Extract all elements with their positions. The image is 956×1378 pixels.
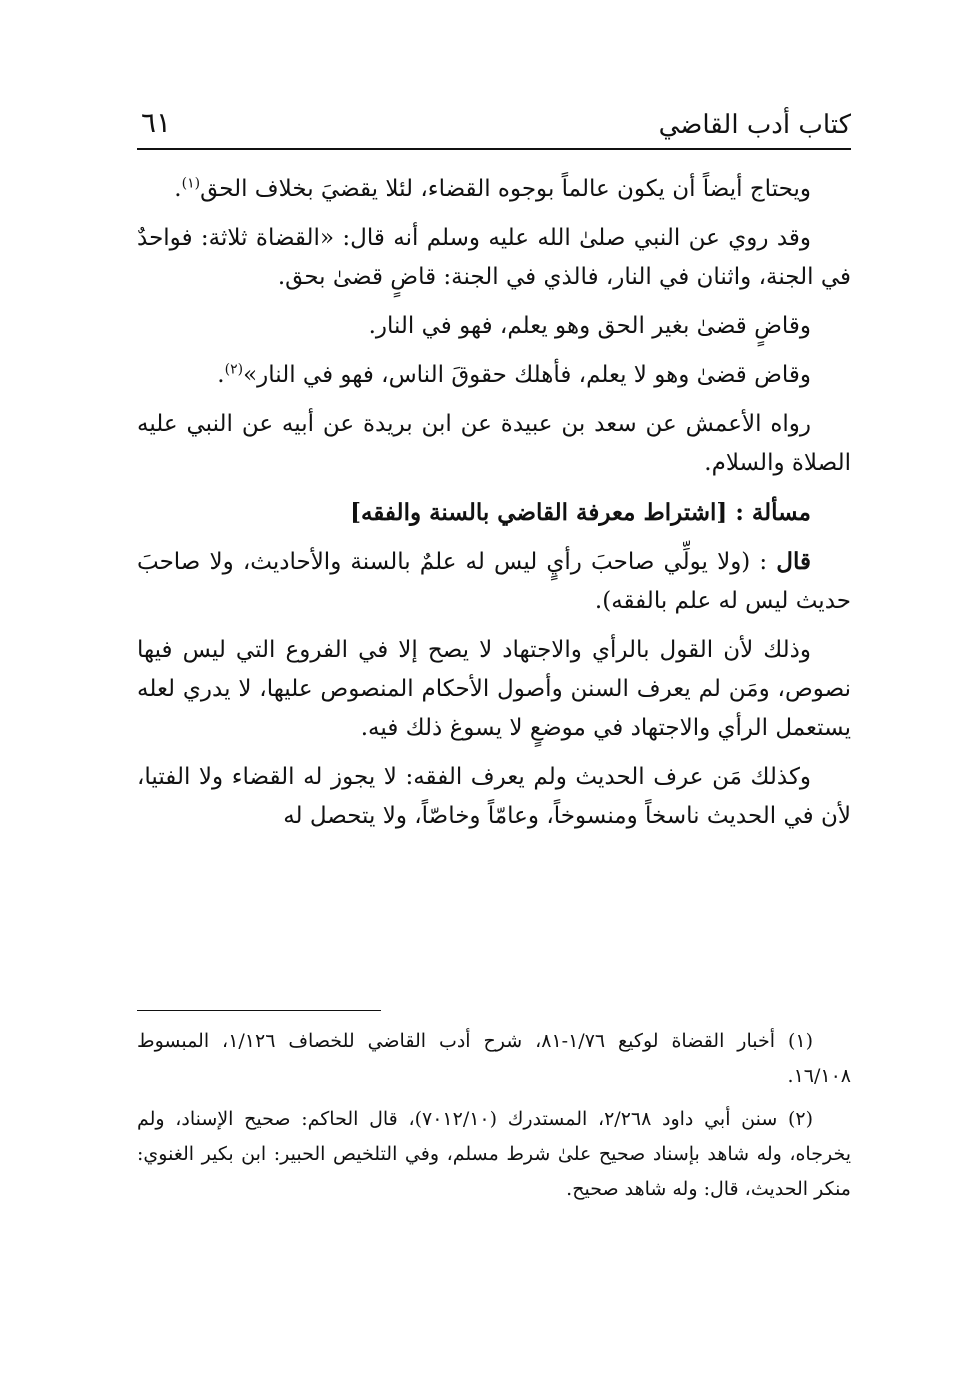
paragraph-4-text: وقاض قضىٰ وهو لا يعلم، فأهلك حقوقَ الناس، فهو في النار» [243, 362, 811, 388]
paragraph-1 [137, 170, 851, 209]
footnote-2: (٢) سنن أبي داود ٢/٢٦٨، المستدرك (٧٠١٢/١٠)، قال الحاكم: صحيح الإسناد، ولم يخرجاه، وله شاهد بإسناد صحيح علىٰ شرط مسلم، وفي التلخيص الحبير: ابن بكير الغنوي: منكر الحديث، قال: وله شاهد صحيح. [137, 1108, 851, 1200]
footnote-divider [137, 1010, 381, 1011]
paragraph-2: وقد روي عن النبي صلىٰ الله عليه وسلم أنه قال: «القضاة ثلاثة: فواحدٌ في الجنة، واثنان في النار، فالذي في الجنة: قاضٍ قضىٰ بحق. [137, 225, 851, 290]
paragraph-6 [137, 542, 851, 621]
paragraph-5: رواه الأعمش عن سعد بن عبيدة عن ابن بريدة عن أبيه عن النبي عليه الصلاة والسلام. [137, 411, 851, 476]
page-header [137, 100, 851, 150]
paragraph-1-text: ويحتاج أيضاً أن يكون عالماً بوجوه القضاء، لئلا يقضيَ بخلاف الحق [200, 176, 811, 202]
footnote-ref-2: (٢) [224, 361, 244, 378]
paragraph-7: وذلك لأن القول بالرأي والاجتهاد لا يصح إلا في الفروع التي ليس فيها نصوص، ومَن لم يعرف السنن وأصول الأحكام المنصوص عليها، لا يدري لعله يستعمل الرأي والاجتهاد في موضعٍ لا يسوغ ذلك فيه. [137, 637, 851, 741]
qala-label: قال [776, 548, 812, 575]
paragraph-4-end: . [217, 362, 225, 388]
paragraph-3: وقاضٍ قضىٰ بغير الحق وهو يعلم، فهو في النار. [368, 313, 811, 339]
paragraph-6-text: : (ولا يولِّي صاحبَ رأيٍ ليس له علمٌ بالسنة والأحاديث، ولا صاحبَ حديث ليس له علم بالفقه). [137, 549, 851, 614]
paragraph-1-end: . [174, 176, 182, 202]
footnotes [137, 1024, 851, 1215]
footnote-ref-1: (١) [181, 175, 201, 192]
section-heading: مسألة : [اشتراط معرفة القاضي بالسنة والفقه] [350, 499, 811, 526]
footnote-1: (١) أخبار القضاة لوكيع ١/٧٦-٨١، شرح أدب القاضي للخصاف ١/١٢٦، المبسوط ١٦/١٠٨. [137, 1030, 851, 1087]
running-title: كتاب أدب القاضي [658, 110, 851, 140]
page-number: ٦١ [141, 106, 172, 139]
paragraph-8: وكذلك مَن عرف الحديث ولم يعرف الفقه: لا يجوز له القضاء ولا الفتيا، لأن في الحديث ناسخاً ومنسوخاً، وعامّاً وخاصّاً، ولا يتحصل له [137, 764, 851, 829]
paragraph-4 [137, 356, 851, 395]
main-text [137, 170, 851, 846]
